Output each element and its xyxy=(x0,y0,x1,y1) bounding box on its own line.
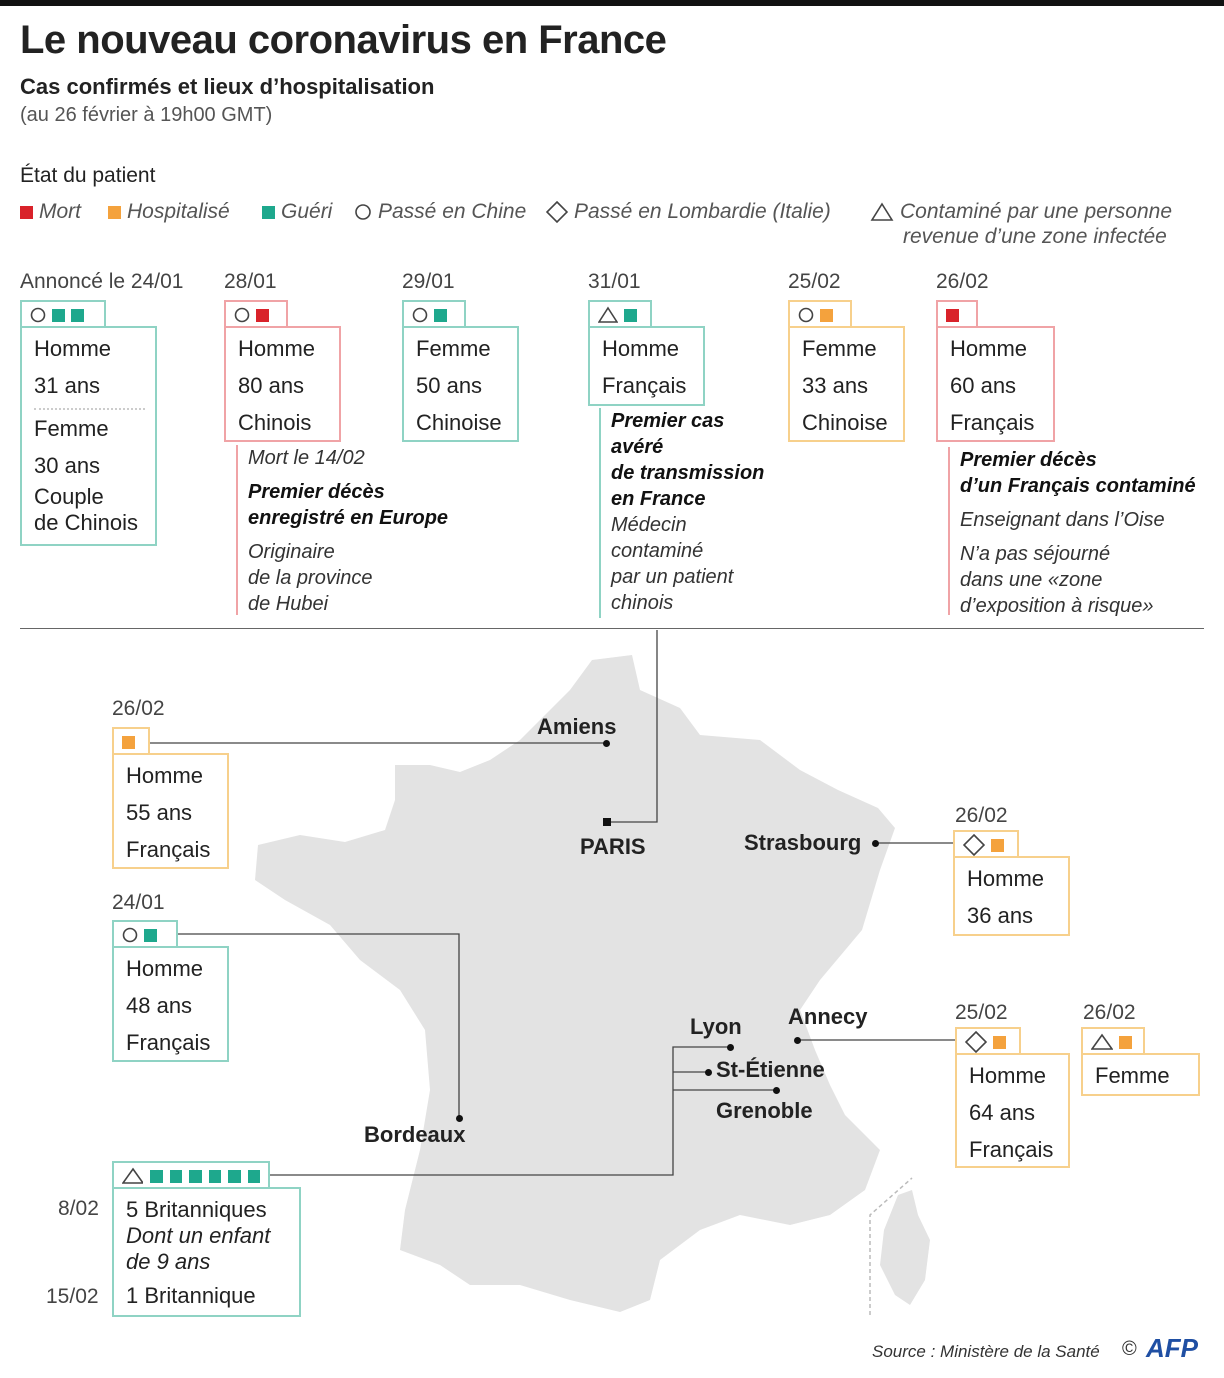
city-label-grenoble: Grenoble xyxy=(716,1098,813,1123)
case5-nationality: Chinoise xyxy=(802,410,888,435)
annecy-dot xyxy=(794,1037,801,1044)
afp-logo: AFP xyxy=(1146,1333,1198,1363)
source-credit: Source : Ministère de la Santé xyxy=(872,1342,1100,1361)
gueri-square-icon xyxy=(144,929,157,942)
triangle-icon xyxy=(1091,1033,1113,1051)
case2-date: 28/01 xyxy=(224,270,277,293)
case5-date: 25/02 xyxy=(788,270,841,293)
brit-date-2: 15/02 xyxy=(46,1285,99,1308)
annecy2-status-tab xyxy=(1081,1027,1145,1055)
hospitalise-square-icon xyxy=(991,839,1004,852)
city-label-strasbourg: Strasbourg xyxy=(744,830,862,855)
case3-sex: Femme xyxy=(416,336,491,361)
amiens-status-tab xyxy=(112,727,150,755)
strasbourg-dot xyxy=(872,840,879,847)
hospitalise-square-icon xyxy=(993,1036,1006,1049)
case1-relation: Couple xyxy=(34,484,104,509)
gueri-square-icon xyxy=(209,1170,221,1183)
legend-hospitalise: Hospitalisé xyxy=(108,200,230,224)
case4-sex: Homme xyxy=(602,336,680,361)
case1-sex: Homme xyxy=(34,336,112,361)
gueri-square-icon xyxy=(248,1170,260,1183)
gueri-square-icon xyxy=(170,1170,182,1183)
legend-contamine: Contaminé par une personne xyxy=(870,200,1172,224)
bordeaux-case-date: 24/01 xyxy=(112,891,165,914)
gueri-square-icon xyxy=(150,1170,162,1183)
city-label-bordeaux: Bordeaux xyxy=(364,1122,466,1147)
city-label-paris: PARIS xyxy=(580,834,646,859)
gueri-square-icon xyxy=(228,1170,240,1183)
case3-age: 50 ans xyxy=(416,373,483,398)
as-of-date: (au 26 février à 19h00 GMT) xyxy=(20,104,273,126)
case6-note: Premier décès d’un Français contaminé Enseignant dans l’Oise N’a pas séjourné dans une «zone d’exposition à risque» xyxy=(948,447,1196,615)
france-mainland-shape xyxy=(255,655,895,1312)
brit-status-tab xyxy=(112,1161,270,1189)
hospitalise-square-icon xyxy=(1119,1036,1132,1049)
case4-date: 31/01 xyxy=(588,270,641,293)
hospitalise-square-icon xyxy=(122,736,135,749)
gueri-square-icon xyxy=(189,1170,201,1183)
page-subtitle: Cas confirmés et lieux d’hospitalisation xyxy=(20,74,435,99)
case5-age: 33 ans xyxy=(802,373,869,398)
case6-age: 60 ans xyxy=(950,373,1017,398)
amiens-case-card: Homme 55 ans Français xyxy=(112,753,229,869)
strasbourg-case-card: Homme 36 ans xyxy=(953,856,1070,936)
corsica-shape xyxy=(880,1190,930,1305)
annecy2-case-card: Femme xyxy=(1081,1053,1200,1096)
legend-gueri: Guéri xyxy=(262,200,332,224)
st-etienne-dot xyxy=(705,1069,712,1076)
amiens-dot xyxy=(603,740,610,747)
city-label-st-etienne: St-Étienne xyxy=(716,1057,825,1082)
amiens-case-date: 26/02 xyxy=(112,697,165,720)
annecy-case-date: 25/02 xyxy=(955,1001,1008,1024)
legend-contamine-line2: revenue d’une zone infectée xyxy=(903,225,1167,248)
legend-chine: Passé en Chine xyxy=(354,200,526,224)
triangle-icon xyxy=(122,1167,143,1185)
case1b-sex: Femme xyxy=(34,416,109,441)
annecy-status-tab xyxy=(955,1027,1021,1055)
case1-nationality: de Chinois xyxy=(34,510,138,535)
bordeaux-dot xyxy=(456,1115,463,1122)
case2-note: Mort le 14/02 Premier décès enregistré en Europe Originaire de la province de Hubei xyxy=(236,445,448,615)
diamond-icon xyxy=(963,834,985,856)
circle-icon xyxy=(122,927,138,943)
case5-sex: Femme xyxy=(802,336,877,361)
lyon-dot xyxy=(727,1044,734,1051)
legend-mort: Mort xyxy=(20,200,81,224)
bordeaux-case-card: Homme 48 ans Français xyxy=(112,946,229,1062)
annecy2-case-date: 26/02 xyxy=(1083,1001,1136,1024)
city-label-amiens: Amiens xyxy=(537,714,617,739)
city-label-lyon: Lyon xyxy=(690,1014,742,1039)
page-title: Le nouveau coronavirus en France xyxy=(20,18,667,62)
case6-nationality: Français xyxy=(950,410,1035,435)
case3-nationality: Chinoise xyxy=(416,410,502,435)
case4-note: Premier cas avéré de transmission en France Médecin contaminé par un patient chinois xyxy=(599,408,764,618)
case6-sex: Homme xyxy=(950,336,1028,361)
case2-sex: Homme xyxy=(238,336,316,361)
legend-title: État du patient xyxy=(20,164,156,187)
annecy-case-card: Homme 64 ans Français xyxy=(955,1053,1070,1168)
case2-age: 80 ans xyxy=(238,373,305,398)
grenoble-dot xyxy=(773,1087,780,1094)
case1-date: Annoncé le 24/01 xyxy=(20,270,184,293)
bordeaux-status-tab xyxy=(112,920,178,948)
case1-age: 31 ans xyxy=(34,373,101,398)
paris-marker xyxy=(603,818,611,826)
legend-lombardie: Passé en Lombardie (Italie) xyxy=(546,200,831,224)
case4-nationality: Français xyxy=(602,373,687,398)
copyright-symbol: © xyxy=(1122,1338,1137,1360)
strasbourg-case-date: 26/02 xyxy=(955,804,1008,827)
strasbourg-status-tab xyxy=(953,830,1019,858)
diamond-icon xyxy=(965,1031,987,1053)
brit-date-1: 8/02 xyxy=(58,1197,99,1220)
case3-date: 29/01 xyxy=(402,270,455,293)
brit-case-card: 5 Britanniques Dont un enfant de 9 ans 1 Britannique xyxy=(112,1187,301,1317)
case2-nationality: Chinois xyxy=(238,410,312,435)
case1b-age: 30 ans xyxy=(34,453,101,478)
city-label-annecy: Annecy xyxy=(788,1004,868,1029)
case6-date: 26/02 xyxy=(936,270,989,293)
